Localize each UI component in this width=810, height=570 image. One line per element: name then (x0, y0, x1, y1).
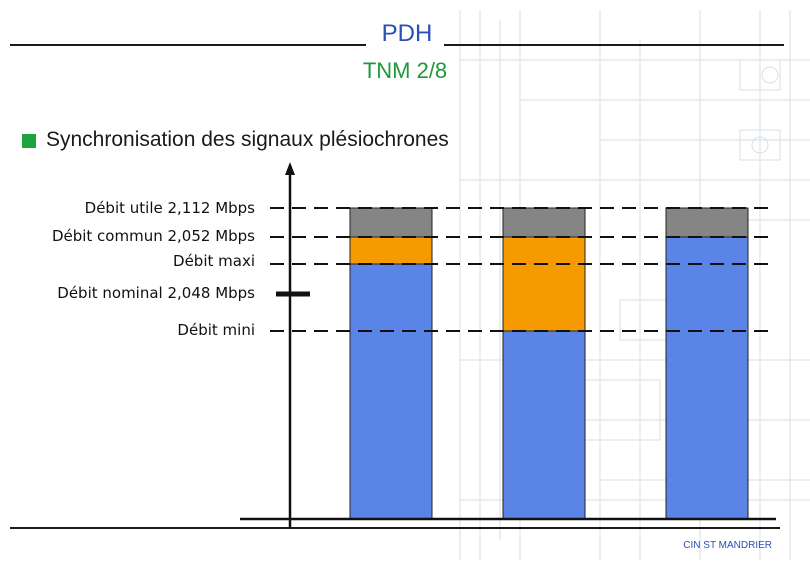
bar-3-gray-segment (666, 208, 748, 237)
label-debit-utile: Débit utile 2,112 Mbps (84, 199, 255, 217)
bar-1-blue-segment (350, 264, 432, 519)
bar-2-blue-segment (503, 331, 585, 519)
bar-1-orange-segment (350, 237, 432, 264)
page-subtitle: TNM 2/8 (362, 58, 448, 83)
bullet-square-icon (22, 134, 36, 148)
bar-1-gray-segment (350, 208, 432, 237)
label-debit-mini: Débit mini (177, 321, 255, 339)
bar-3-blue-segment (666, 237, 748, 519)
title-rule-right (444, 44, 784, 46)
page-title: PDH (381, 20, 433, 47)
section-heading: Synchronisation des signaux plésiochrones (46, 128, 449, 151)
label-debit-nominal: Débit nominal 2,048 Mbps (57, 284, 255, 302)
footer-rule (10, 527, 780, 529)
bar-2-gray-segment (503, 208, 585, 237)
footer-text: CIN ST MANDRIER (683, 540, 772, 551)
bar-2-orange-segment (503, 237, 585, 331)
axis-arrow (285, 162, 295, 175)
title-rule-left (10, 44, 366, 46)
label-debit-maxi: Débit maxi (173, 252, 255, 270)
label-debit-commun: Débit commun 2,052 Mbps (51, 227, 255, 245)
